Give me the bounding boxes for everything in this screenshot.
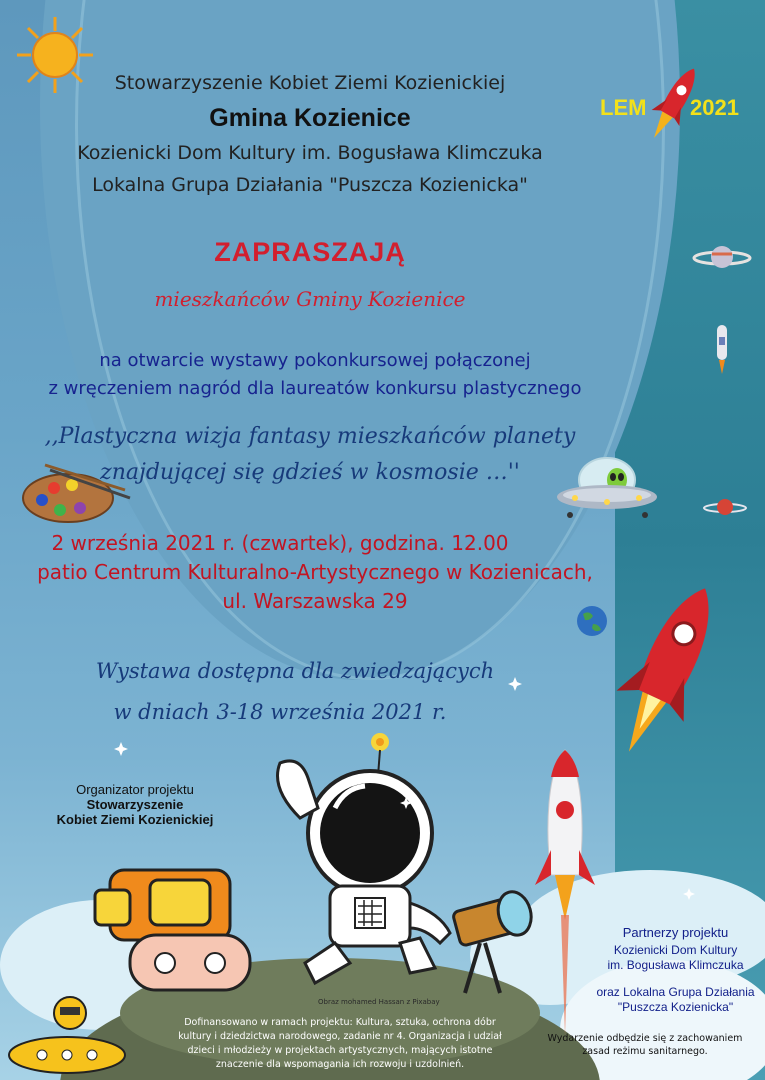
contest-title-line-1: ,,Plastyczna wizja fantasy mieszkańców planety <box>44 424 576 449</box>
partners-title: Partnerzy projektu <box>622 925 729 940</box>
funding-line-1: Dofinansowano w ramach projektu: Kultura, sztuka, ochrona dóbr <box>184 1017 496 1028</box>
invite-audience: mieszkańców Gminy Kozienice <box>154 287 466 311</box>
sanitary-note <box>530 1032 760 1058</box>
invite-heading: ZAPRASZAJĄ <box>214 237 406 267</box>
organizer-line-2: Gmina Kozienice <box>209 104 411 132</box>
contest-title-line-2: znajdującej się gdzieś w kosmosie …'' <box>100 460 520 485</box>
event-date: 2 września 2021 r. (czwartek), godzina. 12.00 <box>51 531 509 555</box>
planet-ring-icon <box>692 240 752 275</box>
sanitary-line-1: Wydarzenie odbędzie się z zachowaniem <box>547 1033 743 1044</box>
sanitary-line-2: zasad reżimu sanitarnego. <box>582 1046 708 1057</box>
organizer-line-3: Kozienicki Dom Kultury im. Bogusława Klimczuka <box>77 142 543 164</box>
organizer-name-1: Stowarzyszenie <box>86 797 184 812</box>
star-icon <box>683 888 695 900</box>
organizer-label: Organizator projektu <box>76 782 194 797</box>
partner-2: im. Bogusława Klimczuka <box>607 958 744 972</box>
submarine-icon <box>2 985 132 1080</box>
exhibition-line-2: w dniach 3-18 września 2021 r. <box>113 700 447 724</box>
funding-line-3: dzieci i młodzieży w projektach artystycznych, mających istotne <box>187 1045 493 1056</box>
description-line-2: z wręczeniem nagród dla laureatów konkursu plastycznego <box>48 378 582 399</box>
funding-line-2: kultury i dziedzictwa narodowego, zadanie nr 4. Organizacja i udział <box>178 1031 502 1042</box>
description-line-1: na otwarcie wystawy pokonkursowej połączonej <box>99 350 531 371</box>
funding-line-4: znaczenie dla wspomagania ich rozwoju i uzdolnień. <box>215 1059 465 1070</box>
project-partners <box>588 925 763 1015</box>
big-rocket-icon <box>612 575 722 775</box>
partner-3: oraz Lokalna Grupa Działania <box>596 985 755 999</box>
partner-1: Kozienicki Dom Kultury <box>613 943 738 957</box>
lem-label: LEM <box>600 95 647 120</box>
funding-note <box>170 1016 510 1072</box>
planet-icon <box>703 495 748 520</box>
image-credit: Obraz mohamed Hassan z Pixabay <box>318 998 440 1006</box>
organizer-name-2: Kobiet Ziemi Kozienickiej <box>56 812 214 827</box>
year-label: 2021 <box>690 95 739 120</box>
telescope-icon <box>440 878 540 998</box>
partner-4: "Puszcza Kozienicka" <box>617 1000 734 1014</box>
star-icon <box>400 797 412 809</box>
exhibition-line-1: Wystawa dostępna dla zwiedzających <box>95 659 495 683</box>
event-place-2: ul. Warszawska 29 <box>222 589 408 613</box>
small-rocket-icon <box>712 322 732 377</box>
organizer-line-1: Stowarzyszenie Kobiet Ziemi Kozienickiej <box>114 72 506 94</box>
organizer-line-4: Lokalna Grupa Działania "Puszcza Kozienicka" <box>92 174 528 196</box>
star-icon <box>114 742 128 756</box>
event-place-1: patio Centrum Kulturalno-Artystycznego w Kozienicach, <box>37 560 593 584</box>
project-organizer <box>25 782 245 827</box>
